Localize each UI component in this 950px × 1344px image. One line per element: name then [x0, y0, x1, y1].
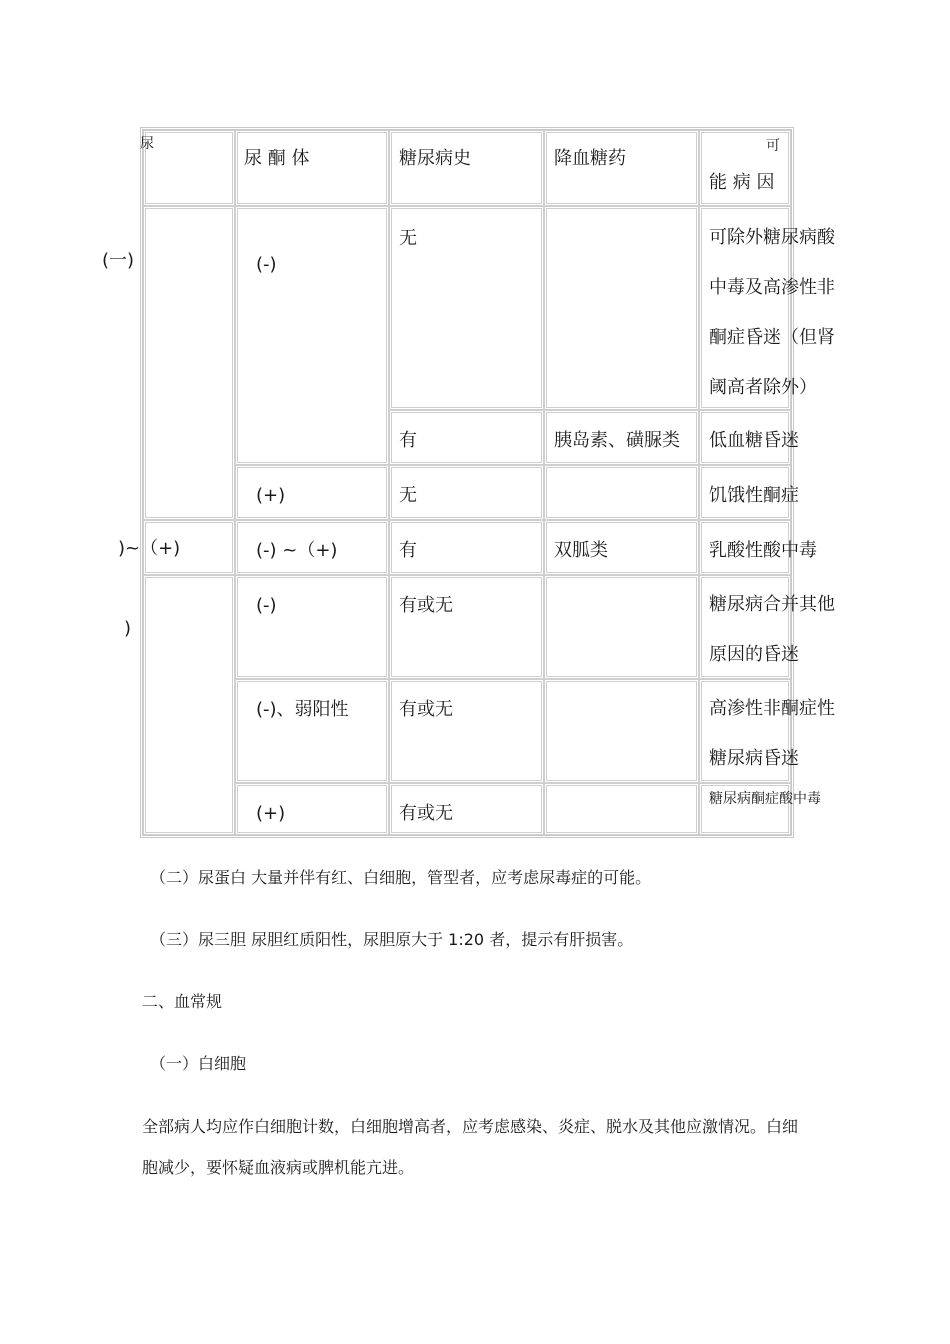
urine-cell-group2 — [143, 520, 235, 575]
header-cell-cause — [699, 130, 791, 206]
ketone-text: (-)、弱阳性 — [256, 699, 349, 720]
ketone-cell-6 — [235, 679, 389, 783]
ketone-text: (-) — [256, 254, 277, 275]
paragraph-urine-protein: （二）尿蛋白 大量并伴有红、白细胞，管型者，应考虑尿毒症的可能。 — [150, 868, 652, 887]
history-text: 无 — [399, 485, 417, 506]
drug-cell-1 — [544, 206, 699, 410]
ketone-cell-7 — [235, 783, 389, 835]
section-heading-blood-routine: 二、血常规 — [142, 992, 223, 1011]
cause-cell-1 — [699, 206, 835, 410]
header-cause-text-2: 能 病 因 — [709, 172, 775, 193]
header-cell-drug — [544, 130, 699, 206]
drug-text: 双胍类 — [554, 540, 608, 561]
header-cause-text-1: 可 — [766, 138, 780, 154]
header-cell-urine — [140, 130, 235, 206]
cause-cell-2 — [699, 410, 799, 465]
history-cell-7 — [389, 783, 544, 835]
history-cell-5 — [389, 575, 544, 679]
drug-cell-6 — [544, 679, 699, 783]
header-cell-ketone — [235, 130, 389, 206]
header-ketone-text: 尿 酮 体 — [244, 148, 310, 169]
drug-text: 胰岛素、磺脲类 — [554, 430, 680, 451]
ketone-cell-5 — [235, 575, 389, 679]
cause-cell-6 — [699, 679, 835, 783]
history-cell-3 — [389, 465, 544, 520]
subheading-white-cells: （一）白细胞 — [150, 1054, 247, 1073]
ketone-text: (+) — [256, 803, 286, 824]
row-group-label-3: ) — [124, 618, 132, 639]
history-text: 无 — [399, 228, 417, 249]
cause-text: 高渗性非酮症性糖尿病昏迷 — [709, 698, 835, 769]
header-drug-text: 降血糖药 — [554, 148, 626, 169]
paragraph-white-cells-line1: 全部病人均应作白细胞计数，白细胞增高者，应考虑感染、炎症、脱水及其他应激情况。白细 — [142, 1117, 799, 1136]
cause-text: 可除外糖尿病酸中毒及高渗性非酮症昏迷（但肾阈高者除外） — [709, 227, 835, 398]
cause-text: 饥饿性酮症 — [709, 485, 799, 506]
history-cell-1 — [389, 206, 544, 410]
drug-cell-5 — [544, 575, 699, 679]
cause-text: 糖尿病合并其他原因的昏迷 — [709, 594, 835, 665]
cause-cell-4 — [699, 520, 817, 575]
ketone-text: (-) — [256, 595, 277, 616]
header-urine-text: 尿 — [140, 136, 154, 152]
history-cell-4 — [389, 520, 544, 575]
cause-text: 低血糖昏迷 — [709, 430, 799, 451]
ketone-cell-4 — [235, 520, 389, 575]
cause-cell-7 — [699, 783, 821, 835]
cause-cell-3 — [699, 465, 799, 520]
row-group-label-2: )~（+) — [118, 538, 181, 559]
history-cell-6 — [389, 679, 544, 783]
paragraph-urine-bile: （三）尿三胆 尿胆红质阳性，尿胆原大于 1:20 者，提示有肝损害。 — [150, 930, 634, 949]
urine-cell-group3 — [143, 575, 235, 835]
history-text: 有 — [399, 540, 417, 561]
history-text: 有或无 — [399, 699, 453, 720]
drug-cell-3 — [544, 465, 699, 520]
ketone-text: (-) ~（+) — [256, 540, 338, 561]
drug-cell-4 — [544, 520, 699, 575]
history-text: 有 — [399, 430, 417, 451]
urine-cell-group1 — [143, 206, 235, 520]
history-cell-2 — [389, 410, 544, 465]
cause-text: 乳酸性酸中毒 — [709, 540, 817, 561]
cause-cell-5 — [699, 575, 835, 679]
paragraph-white-cells-line2: 胞减少，要怀疑血液病或脾机能亢进。 — [142, 1158, 415, 1177]
ketone-text: (+) — [256, 485, 286, 506]
row-group-label-1: (一) — [102, 250, 135, 271]
drug-cell-2 — [544, 410, 699, 465]
header-history-text: 糖尿病史 — [399, 148, 471, 169]
ketone-cell-3 — [235, 465, 389, 520]
header-cell-history — [389, 130, 544, 206]
drug-cell-7 — [544, 783, 699, 835]
ketone-cell-1 — [235, 206, 389, 465]
history-text: 有或无 — [399, 595, 453, 616]
cause-text: 糖尿病酮症酸中毒 — [709, 791, 821, 807]
history-text: 有或无 — [399, 803, 453, 824]
